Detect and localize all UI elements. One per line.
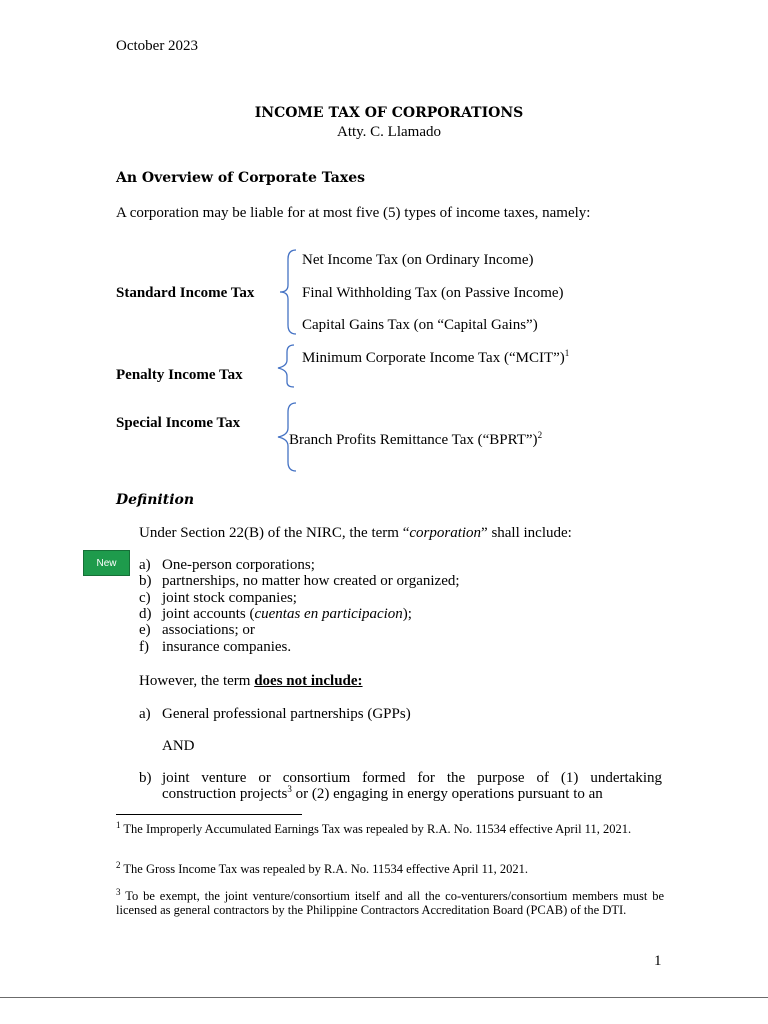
group-item-capital-gains-tax: Capital Gains Tax (on “Capital Gains”) bbox=[302, 317, 538, 333]
include-item: e) associations; or bbox=[139, 622, 255, 638]
and-connector: AND bbox=[162, 738, 195, 754]
document-title: INCOME TAX OF CORPORATIONS bbox=[254, 105, 524, 121]
include-item: f) insurance companies. bbox=[139, 639, 292, 655]
definition-intro: Under Section 22(B) of the NIRC, the term “corporation” shall include: bbox=[139, 525, 572, 541]
exclude-item-joint-venture-line1: joint venture or consortium formed for the purpose of (1) undertaking bbox=[162, 770, 662, 786]
include-item: c) joint stock companies; bbox=[139, 590, 297, 606]
page-bottom-edge bbox=[0, 997, 768, 998]
page-number: 1 bbox=[654, 953, 662, 969]
group-item-mcit: Minimum Corporate Income Tax (“MCIT”)$^1$ bbox=[302, 348, 570, 366]
exclude-item-joint-venture-line2: construction projects$^3$ or (2) engaging in energy operations pursuant to an bbox=[162, 784, 603, 802]
group-label-standard: Standard Income Tax bbox=[116, 285, 255, 301]
brace-penalty bbox=[274, 342, 298, 390]
footnote-3: $^3$ To be exempt, the joint venture/consortium itself and all the co-venturers/consortium members must be licensed as general contractors by the Philippine Contractors Accreditation Board (PCAB) of the DTI. bbox=[116, 886, 664, 917]
include-item: d) joint accounts (cuentas en participacion); bbox=[139, 606, 412, 622]
brace-standard bbox=[276, 247, 300, 337]
footnote-separator bbox=[116, 814, 302, 815]
document-author: Atty. C. Llamado bbox=[336, 124, 441, 140]
footnote-2: $^2$ The Gross Income Tax was repealed by R.A. No. 11534 effective April 11, 2021. bbox=[116, 859, 528, 876]
group-item-bprt: Branch Profits Remittance Tax (“BPRT”)$^2$ bbox=[289, 430, 543, 448]
group-label-special: Special Income Tax bbox=[116, 415, 241, 431]
definition-heading: Definition bbox=[116, 492, 195, 508]
exclude-item-joint-venture: b) bbox=[139, 770, 152, 786]
include-item: a) One-person corporations; bbox=[139, 557, 315, 573]
document-date: October 2023 bbox=[116, 38, 199, 54]
group-item-net-income-tax: Net Income Tax (on Ordinary Income) bbox=[302, 252, 534, 268]
include-item: b) partnerships, no matter how created or organized; bbox=[139, 573, 460, 589]
new-badge: New bbox=[83, 550, 130, 576]
overview-intro: A corporation may be liable for at most five (5) types of income taxes, namely: bbox=[116, 205, 591, 221]
group-item-final-withholding-tax: Final Withholding Tax (on Passive Income) bbox=[302, 285, 564, 301]
group-label-penalty: Penalty Income Tax bbox=[116, 367, 243, 383]
exclude-item-gpp: a) General professional partnerships (GPPs) bbox=[139, 706, 411, 722]
exclude-intro: However, the term does not include: bbox=[139, 673, 363, 689]
footnote-1: $^1$ The Improperly Accumulated Earnings Tax was repealed by R.A. No. 11534 effective April 11, 2021. bbox=[116, 819, 632, 836]
overview-heading: An Overview of Corporate Taxes bbox=[116, 170, 366, 186]
